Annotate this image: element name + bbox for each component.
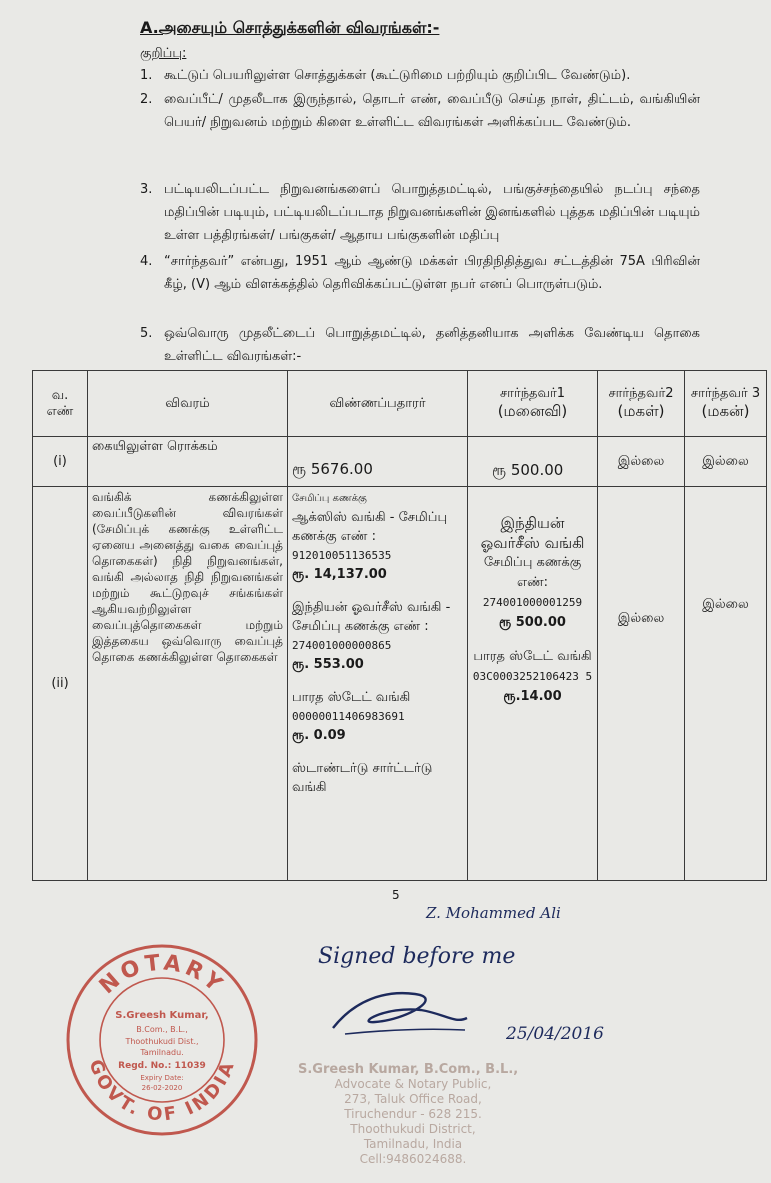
header-applicant: விண்ணப்பதாரர்	[288, 371, 468, 437]
dep1-bank-1: இந்தியன் ஓவர்சீஸ் வங்கி	[480, 514, 585, 552]
section-heading: A.அசையும் சொத்துக்களின் விவரங்கள்:-	[140, 18, 440, 37]
header-dependent-1	[468, 371, 598, 437]
applicant-amount-3: ரூ. 0.09	[292, 728, 346, 743]
note-text: ஒவ்வொரு முதலீட்டைப் பொறுத்தமட்டில், தனித்தனியாக அளிக்க வேண்டிய தொகை உள்ளிட்ட விவரங்கள்:-	[164, 326, 700, 364]
row-1-dependent-3: இல்லை	[685, 437, 767, 487]
dependent-3-relation: (மகன்)	[701, 401, 750, 420]
dependent-2-label: சார்ந்தவர்2	[608, 385, 674, 401]
note-item-3	[140, 178, 700, 247]
applicant-bank-1: ஆக்ஸிஸ் வங்கி - சேமிப்பு கணக்கு எண் :	[292, 510, 448, 544]
seal-ring	[64, 942, 260, 1138]
notary-name: S.Greesh Kumar, B.Com., B.L.,	[298, 1062, 519, 1077]
row-1-dependent-1: ரூ 500.00	[468, 437, 598, 487]
dep1-label-1: சேமிப்பு கணக்கு எண்:	[483, 555, 582, 590]
row-1-applicant: ரூ 5676.00	[288, 437, 468, 487]
seal-bottom-text: GOVT. OF INDIA	[84, 1056, 240, 1126]
assets-table	[32, 370, 767, 881]
page-number: 5	[392, 888, 400, 902]
note-item-1	[140, 64, 700, 87]
applicant-amount-2: ரூ. 553.00	[292, 657, 364, 672]
seal-expiry-label: Expiry Date:	[140, 1074, 184, 1082]
note-number: 4.	[140, 254, 153, 269]
applicant-amount-1: ரூ. 14,137.00	[292, 567, 387, 582]
note-text: வைப்பீட்/ முதலீடாக இருந்தால், தொடர் எண், வைப்பீடு செய்த நாள், திட்டம், வங்கியின் பெயர்/ நிறுவனம் மற்றும் கிளை உள்ளிட்ட விவரங்கள் அளிக்கப்பட வேண்டும்.	[164, 92, 700, 130]
note-text: பட்டியலிடப்பட்ட நிறுவனங்களைப் பொறுத்தமட்டில், பங்குச்சந்தையில் நடப்பு சந்தை மதிப்பின் படியும், பட்டியலிடப்படாத நிறுவனங்களின் இனங்களில் புத்தக மதிப்பின் படியும் உள்ள பத்திரங்கள்/ பங்குகள்/ ஆதாய பங்குகளின் மதிப்பு	[164, 182, 700, 243]
dep1-account-2: 03C0003252106423 5	[472, 670, 593, 683]
row-2-applicant	[288, 487, 468, 881]
row-2-sno: (ii)	[33, 487, 88, 881]
notary-cell: Cell:9486024688.	[359, 1152, 467, 1166]
row-2-dependent-3: இல்லை	[685, 487, 767, 881]
note-item-4	[140, 250, 700, 296]
note-number: 3.	[140, 182, 153, 197]
notary-address-1: 273, Taluk Office Road,	[344, 1092, 482, 1106]
row-1-description: கையிலுள்ள ரொக்கம்	[88, 437, 288, 487]
header-description: விவரம்	[88, 371, 288, 437]
dep1-account-1: 274001000001259	[482, 596, 583, 609]
note-number: 2.	[140, 92, 153, 107]
handwritten-signed-before-me: Signed before me	[318, 944, 516, 969]
notary-address-2: Tiruchendur - 628 215.	[344, 1107, 482, 1121]
note-item-2	[140, 88, 700, 134]
applicant-account-1: 912010051136535	[292, 549, 392, 562]
applicant-account-3: 00000011406983691	[292, 710, 405, 723]
seal-top-text: NOTARY	[94, 950, 230, 1000]
seal-state: Tamilnadu.	[140, 1048, 184, 1057]
note-text: “சார்ந்தவர்” என்பது, 1951 ஆம் ஆண்டு மக்கள் பிரதிநிதித்துவ சட்டத்தின் 75A பிரிவின் கீழ், (V) ஆம் விளக்கத்தில் தெரிவிக்கப்பட்டுள்ள நபர் எனப் பொருள்படும்.	[164, 254, 700, 292]
notary-signature	[325, 980, 475, 1042]
header-dependent-3	[685, 371, 767, 437]
seal-qualification: B.Com., B.L.,	[136, 1025, 188, 1034]
dependent-2-relation: (மகள்)	[617, 401, 665, 420]
note-item-5	[140, 322, 700, 368]
dep1-amount-2: ரூ.14.00	[503, 689, 562, 704]
row-1-dependent-2: இல்லை	[598, 437, 685, 487]
seal-expiry-date: 26-02-2020	[141, 1084, 183, 1092]
row-2-dependent-1	[468, 487, 598, 881]
applicant-account-2: 274001000000865	[292, 639, 392, 652]
dependent-1-relation: (மனைவி)	[497, 401, 568, 420]
applicant-bank-4: ஸ்டாண்டர்டு சார்ட்டர்டு வங்கி	[292, 761, 433, 795]
handwritten-name: Z. Mohammed Ali	[426, 904, 561, 922]
notary-address-block	[298, 1062, 528, 1167]
handwritten-date: 25/04/2016	[506, 1024, 604, 1044]
notary-title: Advocate & Notary Public,	[334, 1077, 492, 1091]
dep1-amount-1: ரூ 500.00	[499, 615, 566, 630]
dependent-1-label: சார்ந்தவர்1	[499, 385, 566, 401]
row-2-description: வங்கிக் கணக்கிலுள்ள வைப்பீடுகளின் விவரங்கள் (சேமிப்புக் கணக்கு உள்ளிட்ட ஏனைய அனைத்து வகை வைப்புத் தொகைகள்) நிதி நிறுவனங்கள், வங்கி அல்லாத நிதி நிறுவனங்கள் மற்றும் கூட்டுறவுச் சங்கங்கள் ஆகியவற்றிலுள்ள வைப்புத்தொகைகள் மற்றும் இத்தகைய ஒவ்வொரு வைப்புத் தொகை கணக்கிலுள்ள தொகைகள்	[88, 487, 288, 881]
applicant-bank-3: பாரத ஸ்டேட் வங்கி	[292, 690, 411, 705]
header-sno: வ. எண்	[33, 371, 88, 437]
note-number: 5.	[140, 326, 153, 341]
note-label: குறிப்பு:	[140, 46, 187, 61]
dep1-bank-2: பாரத ஸ்டேட் வங்கி	[473, 649, 592, 664]
seal-registration: Regd. No.: 11039	[118, 1061, 206, 1071]
dependent-3-label: சார்ந்தவர் 3	[690, 385, 761, 401]
row-1-sno: (i)	[33, 437, 88, 487]
notary-address-3: Thoothukudi District,	[350, 1122, 476, 1136]
table-row	[33, 487, 767, 881]
seal-name: S.Greesh Kumar,	[115, 1010, 209, 1021]
notary-seal	[64, 942, 260, 1138]
applicant-bank-2: இந்தியன் ஓவர்சீஸ் வங்கி - சேமிப்பு கணக்கு எண் :	[292, 600, 451, 634]
table-row	[33, 437, 767, 487]
savings-label: சேமிப்பு கணக்கு	[292, 493, 367, 504]
table-header-row	[33, 371, 767, 437]
notary-address-4: Tamilnadu, India	[363, 1137, 463, 1151]
seal-district: Thoothukudi Dist.,	[125, 1037, 199, 1046]
row-2-dependent-2: இல்லை	[598, 487, 685, 881]
note-number: 1.	[140, 68, 153, 83]
note-text: கூட்டுப் பெயரிலுள்ள சொத்துக்கள் (கூட்டுரிமை பற்றியும் குறிப்பிட வேண்டும்).	[164, 68, 631, 83]
header-dependent-2	[598, 371, 685, 437]
